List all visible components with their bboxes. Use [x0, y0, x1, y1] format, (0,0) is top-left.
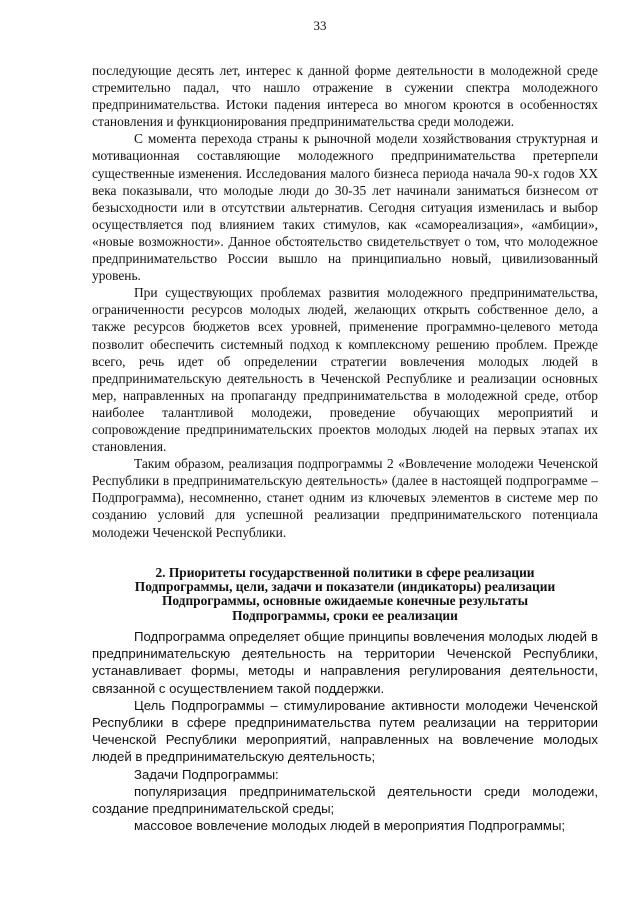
paragraph: популяризация предпринимательской деятельности среди молодежи, создание предпринимательской среды;: [92, 783, 598, 817]
paragraph: Задачи Подпрограммы:: [134, 766, 279, 782]
paragraph: Таким образом, реализация подпрограммы 2 «Вовлечение молодежи Чеченской Республики в предпринимательскую деятельность» (далее в настоящей подпрограмме – Подпрограмма), несомненно, станет одним из ключевых элементов в системе мер по созданию условий для успешной реализации предпринимательского потенциала молодежи Чеченской Республики.: [92, 456, 598, 540]
heading-line: Подпрограммы, основные ожидаемые конечные результаты: [161, 593, 529, 609]
paragraph: последующие десять лет, интерес к данной форме деятельности в молодежной среде стремительно падал, что нашло отражение в сужении спектра молодежного предпринимательства. Истоки падения интереса во многом кроются в особенностях становления и функционирования предпринимательства среди молодежи.: [92, 63, 598, 130]
paragraph: С момента перехода страны к рыночной модели хозяйствования структурная и мотивационная составляющие молодежного предпринимательства претерпели существенные изменения. Исследования малого бизнеса периода начала 90-х годов XX века показывали, что молодые люди до 30-35 лет начинали заниматься бизнесом от безысходности или в отсутствии альтернатив. Сегодня ситуация изменилась и выбор осуществляется под влиянием таких стимулов, как «самореализация», «амбиции», «новые возможности». Данное обстоятельство свидетельствует о том, что молодежное предпринимательство России вышло на принципиально новый, цивилизованный уровень.: [92, 131, 598, 284]
paragraph: массовое вовлечение молодых людей в мероприятия Подпрограммы;: [134, 818, 566, 834]
page-number: 33: [313, 18, 327, 33]
body-text-section-1: [92, 62, 598, 541]
heading-line: Подпрограммы, сроки ее реализации: [232, 607, 458, 623]
paragraph: Цель Подпрограммы – стимулирование активности молодежи Чеченской Республики в сфере предпринимательства путем реализации на территории Чеченской Республики мероприятий, направленных на вовлечение молодых людей в предпринимательскую деятельность;: [92, 697, 598, 765]
body-text-section-2: [92, 628, 598, 834]
paragraph: При существующих проблемах развития молодежного предпринимательства, ограниченности ресурсов молодых людей, желающих открыть собственное дело, а также ресурсов бюджетов всех уровней, применение программно-целевого метода позволит обеспечить системный подход к комплексному решению проблем. Прежде всего, речь идет об определении стратегии вовлечения молодых людей в предпринимательскую деятельность в Чеченской Республике и реализации основных мер, направленных на пропаганду предпринимательства в молодежной среде, отбор наиболее талантливой молодежи, проведение обучающих мероприятий и сопровождение предпринимательских проектов молодых людей на первых этапах их становления.: [92, 285, 598, 455]
section-heading: [92, 566, 598, 623]
heading-line: 2. Приоритеты государственной политики в сфере реализации: [155, 565, 535, 580]
heading-line: Подпрограммы, цели, задачи и показатели (индикаторы) реализации: [134, 579, 556, 595]
paragraph: Подпрограмма определяет общие принципы вовлечения молодых людей в предпринимательскую деятельность на территории Чеченской Республики, устанавливает формы, методы и направления регулирования деятельности, связанной с осуществлением такой поддержки.: [92, 629, 598, 696]
